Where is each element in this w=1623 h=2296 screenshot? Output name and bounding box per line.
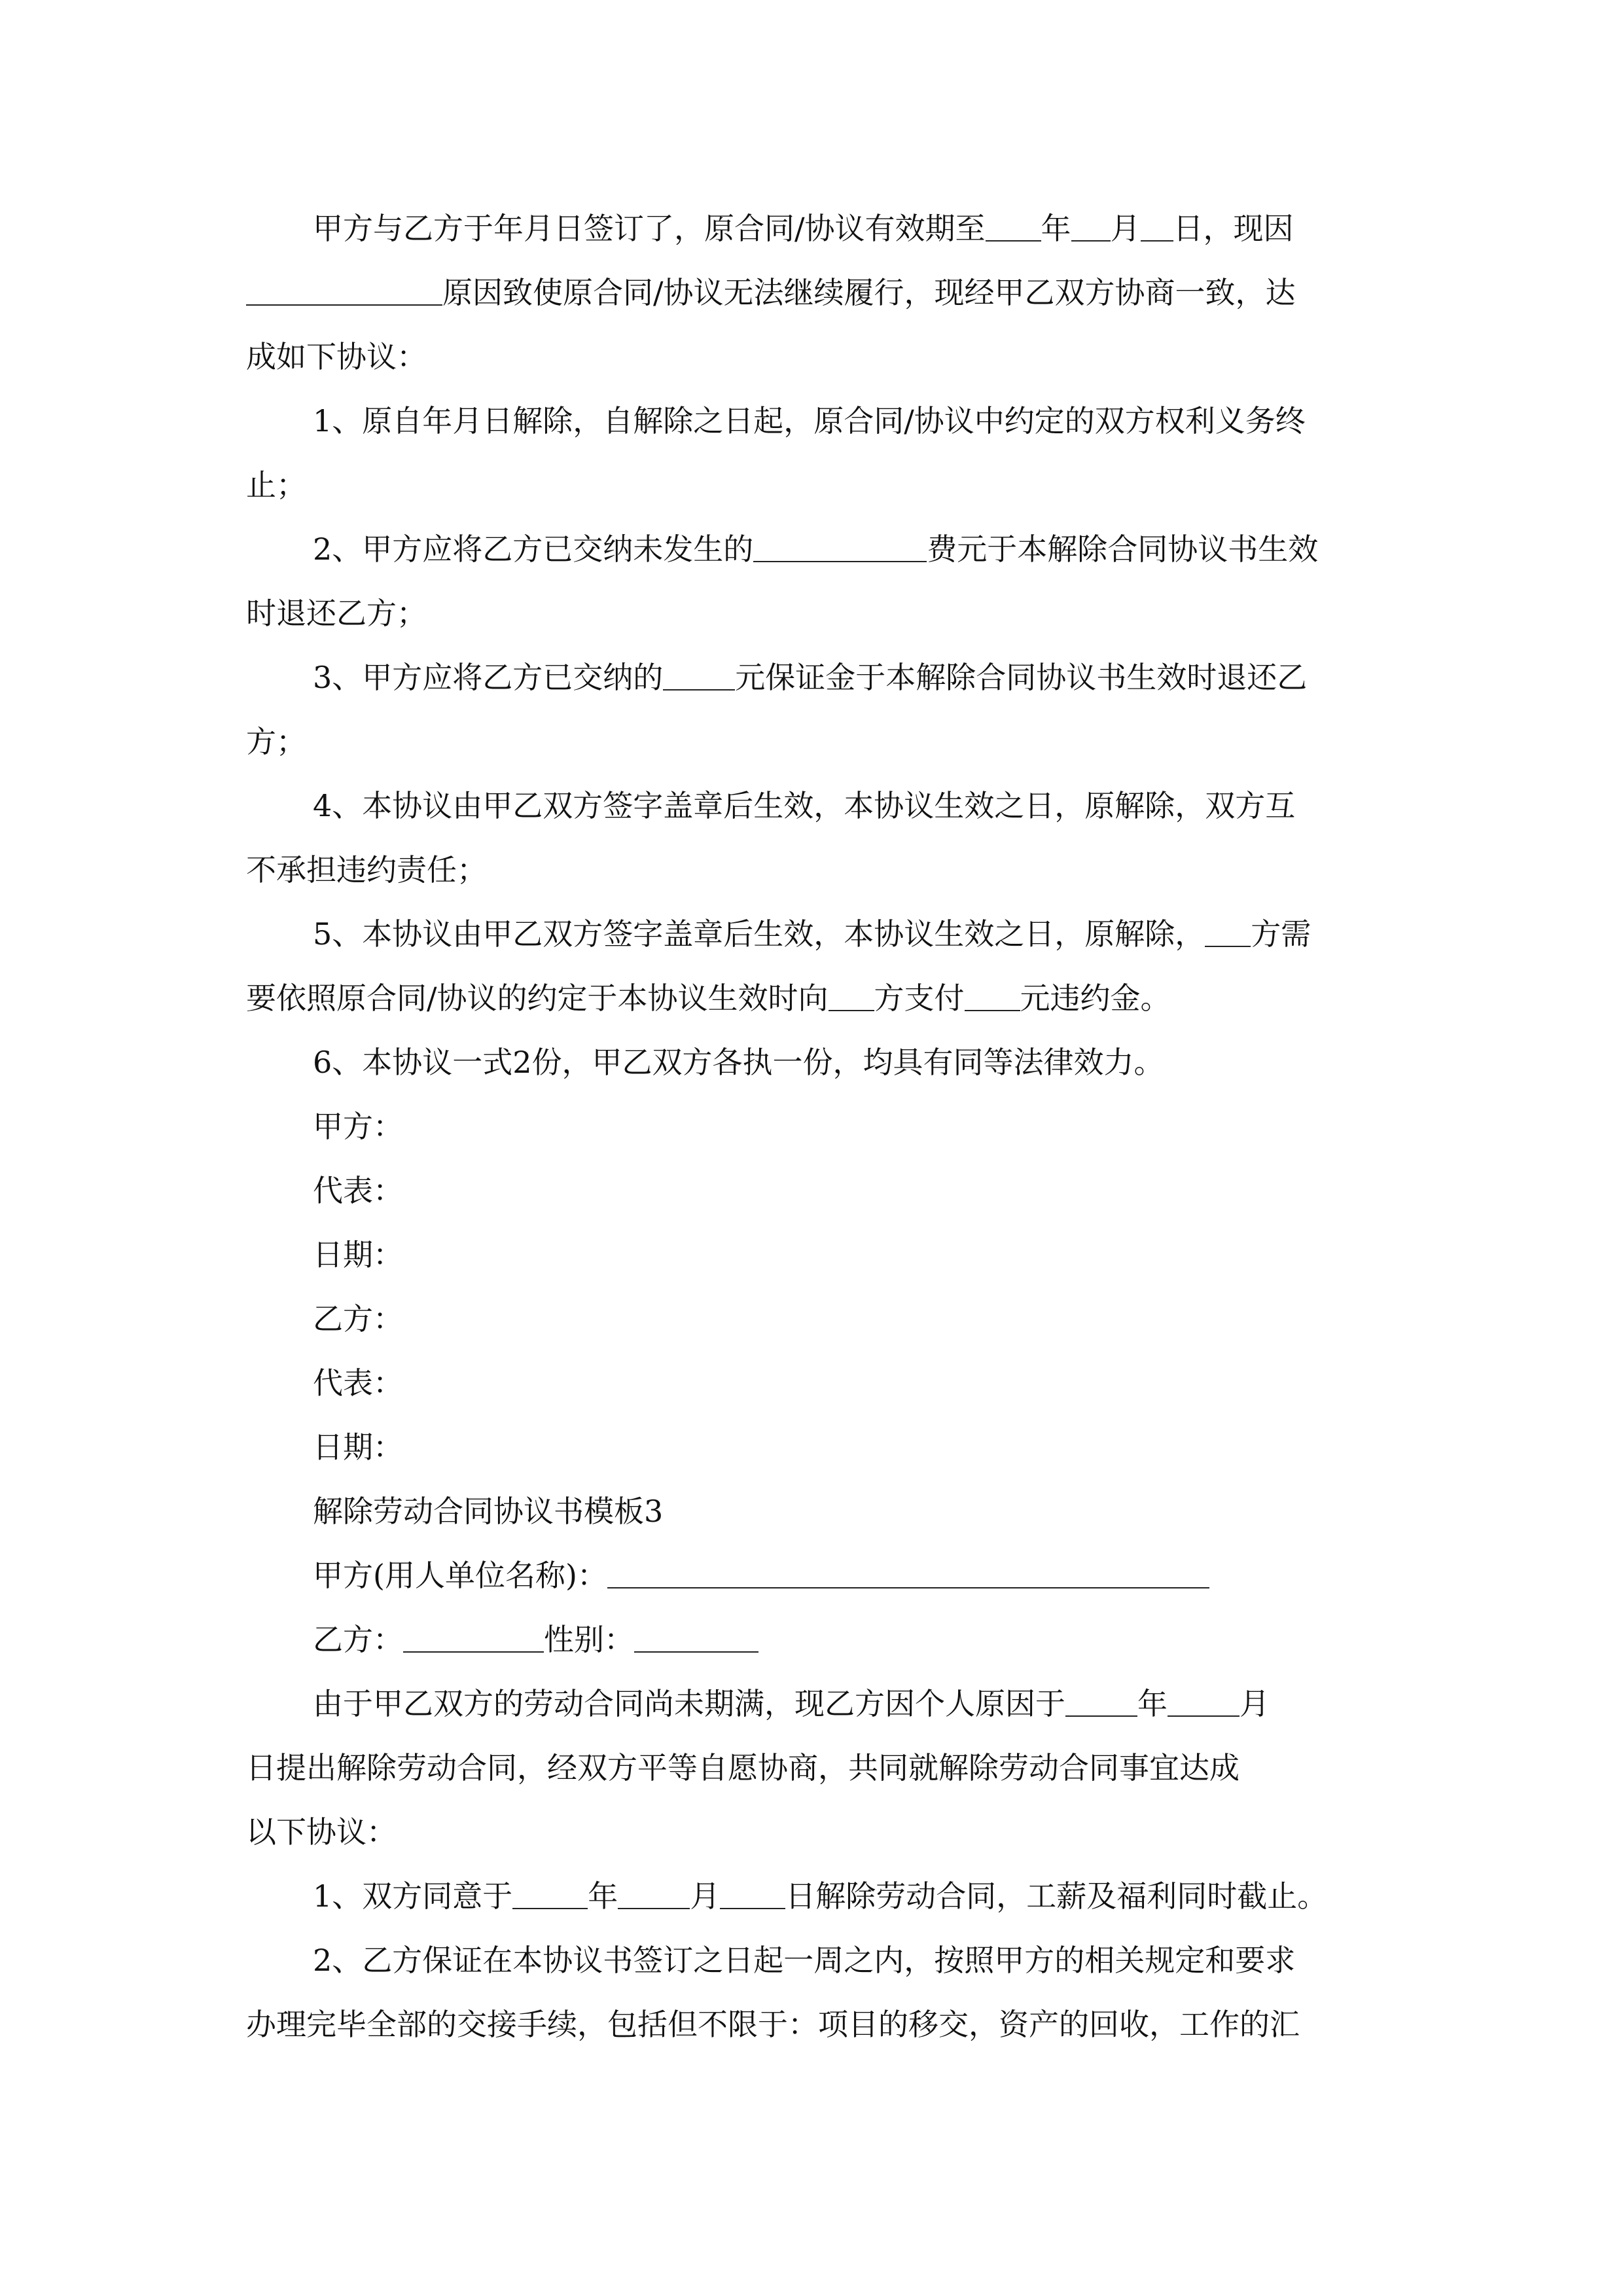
paragraph-line — [246, 838, 1378, 902]
text: 元保证金于本解除合同协议书生效时退还乙 — [735, 660, 1308, 695]
text: 日期： — [313, 1429, 403, 1465]
blank-line — [246, 282, 442, 306]
paragraph-line — [246, 774, 1378, 838]
paragraph-line — [246, 709, 1378, 774]
text: 方； — [246, 724, 306, 759]
blank-line — [618, 1886, 690, 1909]
text: 日，现因 — [1173, 211, 1294, 246]
paragraph-line — [246, 1030, 1378, 1094]
text: 4、本协议由甲乙双方签字盖章后生效，本协议生效之日，原解除，双方互 — [313, 788, 1296, 823]
text: 代表： — [313, 1173, 403, 1208]
paragraph-line — [246, 517, 1378, 581]
text: 由于甲乙双方的劳动合同尚未期满，现乙方因个人原因于 — [313, 1686, 1065, 1721]
paragraph-line — [246, 453, 1378, 517]
text: 日提出解除劳动合同，经双方平等自愿协商，共同就解除劳动合同事宜达成 — [246, 1750, 1240, 1785]
text: 月 — [690, 1878, 721, 1914]
paragraph-line — [246, 1672, 1378, 1736]
text: 日期： — [313, 1237, 403, 1272]
text: 解除劳动合同协议书模板3 — [313, 1494, 664, 1529]
text: 月 — [1240, 1686, 1270, 1721]
paragraph-line — [246, 389, 1378, 453]
paragraph-line — [246, 645, 1378, 709]
blank-line — [512, 1886, 588, 1909]
blank-line — [1065, 1693, 1137, 1717]
text: 2、甲方应将乙方已交纳未发生的 — [313, 531, 754, 567]
paragraph-line — [246, 1928, 1378, 1992]
blank-line — [607, 1565, 1209, 1588]
text: 2、乙方保证在本协议书签订之日起一周之内，按照甲方的相关规定和要求 — [313, 1943, 1296, 1978]
text: 甲方(用人单位名称)： — [313, 1558, 607, 1593]
text: 方需 — [1251, 916, 1311, 952]
text: 方支付 — [874, 980, 965, 1016]
text: 日解除劳动合同，工薪及福利同时截止。 — [785, 1878, 1328, 1914]
text: 1、双方同意于 — [313, 1878, 513, 1914]
blank-line — [1168, 1693, 1240, 1717]
text: 1、原自年月日解除，自解除之日起，原合同/协议中约定的双方权利义务终 — [313, 403, 1306, 439]
text: 办理完毕全部的交接手续，包括但不限于：项目的移交，资产的回收，工作的汇 — [246, 2007, 1300, 2042]
text: 6、本协议一式2份，甲乙双方各执一份，均具有同等法律效力。 — [313, 1045, 1164, 1080]
text: 性别： — [544, 1622, 634, 1657]
text: 月 — [1110, 211, 1141, 246]
blank-line — [720, 1886, 785, 1909]
blank-line — [986, 218, 1041, 242]
blank-line — [634, 1629, 758, 1653]
blank-line — [663, 667, 735, 691]
text: 费元于本解除合同协议书生效 — [927, 531, 1319, 567]
text: 甲方： — [313, 1109, 403, 1144]
text: 以下协议： — [246, 1814, 397, 1850]
text: 5、本协议由甲乙双方签字盖章后生效，本协议生效之日，原解除， — [313, 916, 1205, 952]
text: 止； — [246, 467, 306, 503]
text: 要依照原合同/协议的约定于本协议生效时向 — [246, 980, 829, 1016]
text: 年 — [1137, 1686, 1168, 1721]
paragraph-line — [246, 1736, 1378, 1800]
document-body — [246, 196, 1378, 2056]
blank-line — [1071, 218, 1111, 242]
paragraph-line — [246, 196, 1378, 260]
text: 成如下协议： — [246, 339, 427, 374]
signature-label — [246, 1094, 1378, 1158]
text: 原因致使原合同/协议无法继续履行，现经甲乙双方协商一致，达 — [442, 275, 1296, 310]
text: 甲方与乙方于年月日签订了，原合同/协议有效期至 — [313, 211, 986, 246]
text: 年 — [1041, 211, 1071, 246]
paragraph-line — [246, 325, 1378, 389]
text: 乙方： — [313, 1622, 403, 1657]
paragraph-line — [246, 1864, 1378, 1928]
text: 时退还乙方； — [246, 596, 427, 631]
blank-line — [753, 539, 927, 562]
text: 3、甲方应将乙方已交纳的 — [313, 660, 664, 695]
paragraph-line — [246, 1607, 1378, 1672]
blank-line — [829, 988, 874, 1011]
paragraph-line — [246, 581, 1378, 645]
text: 年 — [588, 1878, 618, 1914]
signature-label — [246, 1415, 1378, 1479]
paragraph-line — [246, 966, 1378, 1030]
text: 代表： — [313, 1365, 403, 1401]
paragraph-line — [246, 1800, 1378, 1864]
paragraph-line — [246, 902, 1378, 966]
text: 乙方： — [313, 1301, 403, 1336]
signature-label — [246, 1158, 1378, 1223]
signature-label — [246, 1223, 1378, 1287]
blank-line — [1205, 924, 1251, 947]
blank-line — [403, 1629, 544, 1653]
paragraph-line — [246, 1992, 1378, 2056]
text: 不承担违约责任； — [246, 852, 487, 888]
signature-label — [246, 1351, 1378, 1415]
section-title — [246, 1479, 1378, 1543]
paragraph-line — [246, 1543, 1378, 1607]
blank-line — [965, 988, 1020, 1011]
paragraph-line — [246, 260, 1378, 325]
signature-label — [246, 1287, 1378, 1351]
text: 元违约金。 — [1020, 980, 1171, 1016]
blank-line — [1141, 218, 1173, 242]
